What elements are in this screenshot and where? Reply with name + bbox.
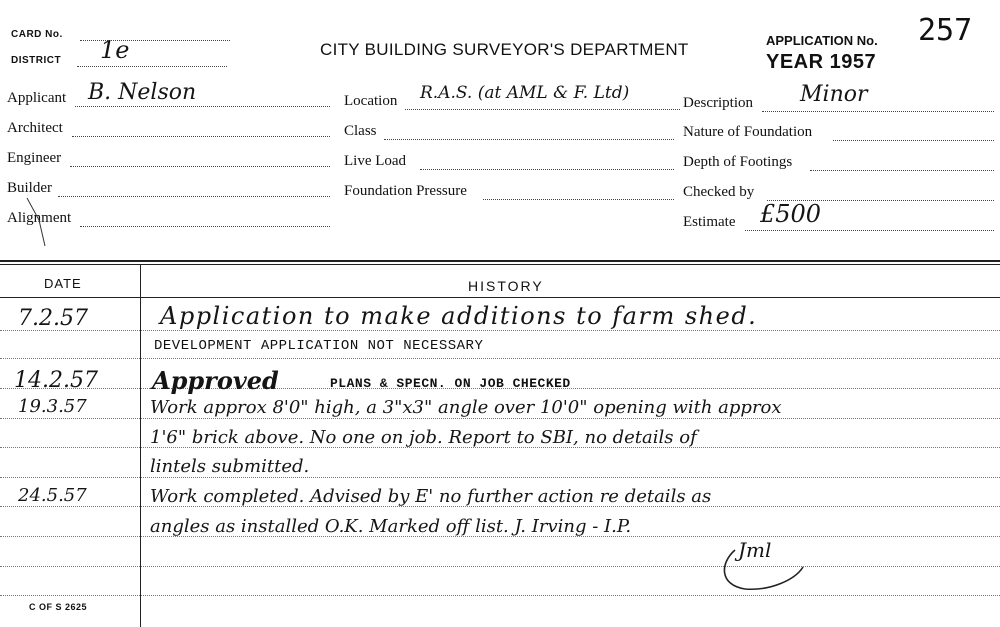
- header-bottom-rule: [0, 297, 1000, 298]
- entry-text: 1'6" brick above. No one on job. Report to SBI, no details of: [150, 427, 697, 448]
- form-code: C OF S 2625: [29, 602, 88, 612]
- estimate-label: Estimate: [683, 214, 736, 230]
- applicant-label: Applicant: [7, 90, 67, 106]
- entry-text: Work completed. Advised by E' no further action re details as: [150, 486, 712, 507]
- application-label: APPLICATION No.: [766, 33, 878, 48]
- ruled-line: [0, 477, 1000, 478]
- depth-of-footings-label: Depth of Footings: [683, 154, 793, 170]
- entry-date: 19.3.57: [18, 396, 87, 417]
- engineer-line: [70, 166, 330, 167]
- builder-label: Builder: [7, 180, 52, 196]
- location-label: Location: [344, 93, 398, 109]
- nature-line: [833, 140, 994, 141]
- signature-initials: Jml: [738, 538, 772, 562]
- district-value: 1e: [100, 36, 130, 64]
- foundation-pressure-label: Foundation Pressure: [344, 183, 467, 199]
- card-no-label: CARD No.: [11, 29, 63, 40]
- live-load-line: [420, 169, 674, 170]
- builder-line: [58, 196, 330, 197]
- entry-text: Approved: [152, 366, 279, 395]
- location-value: R.A.S. (at AML & F. Ltd): [420, 83, 630, 103]
- date-header: DATE: [44, 276, 82, 291]
- table-top-rule-2: [0, 264, 1000, 265]
- signature-flourish: [715, 545, 810, 595]
- class-label: Class: [344, 123, 377, 139]
- description-line: [762, 111, 994, 112]
- foundation-pressure-line: [483, 199, 674, 200]
- entry-date: 7.2.57: [18, 306, 88, 331]
- engineer-label: Engineer: [7, 150, 62, 166]
- table-top-rule: [0, 260, 1000, 262]
- alignment-line: [80, 226, 330, 227]
- ruled-line: [0, 358, 1000, 359]
- date-column-divider: [140, 264, 141, 627]
- applicant-value: B. Nelson: [88, 80, 197, 105]
- application-number: 257: [918, 13, 973, 48]
- class-line: [384, 139, 674, 140]
- pencil-mark: [25, 196, 55, 248]
- entry-date: 14.2.57: [14, 368, 98, 393]
- ruled-line: [0, 418, 1000, 419]
- description-value: Minor: [800, 82, 868, 107]
- architect-line: [72, 136, 330, 137]
- department-title: CITY BUILDING SURVEYOR'S DEPARTMENT: [320, 40, 689, 59]
- ruled-line: [0, 330, 1000, 331]
- location-line: [405, 109, 680, 110]
- ruled-line: [0, 566, 1000, 567]
- district-label: DISTRICT: [11, 55, 62, 66]
- alignment-label: Alignment: [7, 210, 72, 226]
- history-header: HISTORY: [468, 278, 544, 294]
- architect-label: Architect: [7, 120, 63, 136]
- nature-of-foundation-label: Nature of Foundation: [683, 124, 813, 140]
- ruled-line: [0, 595, 1000, 596]
- entry-text: Application to make additions to farm shed.: [160, 302, 758, 330]
- district-line: [77, 66, 227, 67]
- entry-stamp: PLANS & SPECN. ON JOB CHECKED: [330, 376, 571, 391]
- entry-text: Work approx 8'0" high, a 3"x3" angle over 10'0" opening with approx: [150, 397, 782, 418]
- entry-text: lintels submitted.: [150, 456, 310, 477]
- live-load-label: Live Load: [344, 153, 407, 169]
- applicant-line: [75, 106, 330, 107]
- checked-by-label: Checked by: [683, 184, 755, 200]
- entry-text: angles as installed O.K. Marked off list. J. Irving - I.P.: [150, 516, 632, 537]
- description-label: Description: [683, 95, 753, 111]
- year-label: YEAR 1957: [766, 51, 877, 73]
- entry-date: 24.5.57: [18, 485, 87, 506]
- depth-line: [810, 170, 994, 171]
- estimate-line: [745, 230, 994, 231]
- entry-text: DEVELOPMENT APPLICATION NOT NECESSARY: [154, 338, 484, 354]
- estimate-value: £500: [760, 200, 822, 228]
